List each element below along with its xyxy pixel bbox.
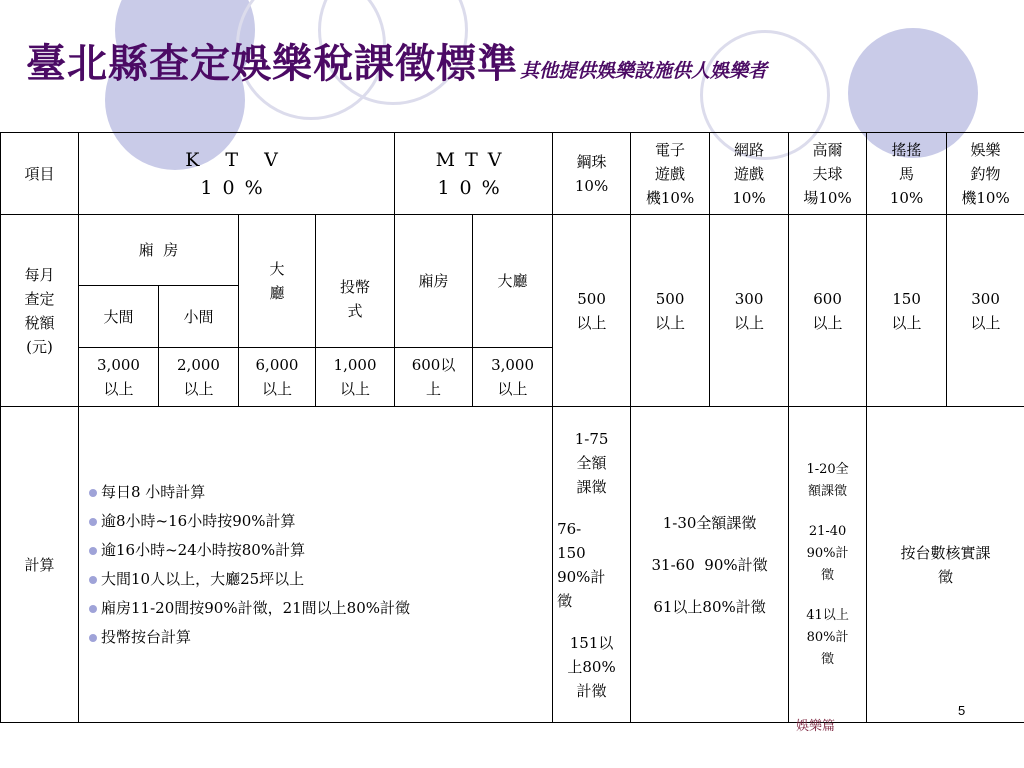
cell-line: 以上 xyxy=(970,313,1001,332)
rules-list xyxy=(85,478,546,652)
monthly-label xyxy=(1,215,79,407)
steel-ball-monthly xyxy=(553,215,631,407)
cell-line: 廳 xyxy=(269,284,285,302)
cell-line: 網路 xyxy=(734,140,765,159)
cell-line: 90%計 xyxy=(557,567,606,586)
header-rocking-horse xyxy=(867,133,947,215)
golf-calc xyxy=(789,407,867,723)
internet-monthly xyxy=(710,215,789,407)
cell-line: 1-30全額課徵 xyxy=(662,513,757,532)
page-number: 5 xyxy=(958,703,966,718)
ktv-rate: 10% xyxy=(200,176,273,199)
cell-line: 以上 xyxy=(576,313,607,332)
ktv-coin-value xyxy=(316,348,395,407)
cell-line: 機10% xyxy=(961,188,1010,207)
header-electronic xyxy=(631,133,710,215)
cell-line: 61以上80%計徵 xyxy=(653,597,766,616)
electronic-internet-calc xyxy=(631,407,789,723)
ktv-room-header: 廂 房 xyxy=(79,215,239,286)
cell-line: 娛樂 xyxy=(970,140,1001,159)
cell-line: 3,000 xyxy=(97,356,140,374)
table-header-row xyxy=(1,133,1024,215)
ktv-large-value xyxy=(79,348,159,407)
cell-line: 600以 xyxy=(411,356,456,374)
ktv-name: K T V xyxy=(185,148,288,171)
cell-line: 300 xyxy=(734,289,764,308)
cell-line: 釣物 xyxy=(970,164,1001,183)
cell-line: 遊戲 xyxy=(734,164,765,183)
cell-line: 鋼珠 xyxy=(576,152,607,171)
cell-line: 夫球 xyxy=(812,164,843,183)
rule-text: 投幣按台計算 xyxy=(101,627,192,646)
cell-line: 上80% xyxy=(567,657,616,676)
cell-line: 21-40 xyxy=(808,523,847,539)
rocking-claw-calc xyxy=(867,407,1024,723)
mtv-hall-header: 大廳 xyxy=(473,215,553,348)
mtv-room-header: 廂房 xyxy=(395,215,473,348)
cell-line: 投幣 xyxy=(340,278,371,296)
bullet-icon xyxy=(89,547,97,555)
header-steel-ball xyxy=(553,133,631,215)
cell-line: 高爾 xyxy=(812,140,843,159)
cell-line: 額課徵 xyxy=(808,483,848,499)
bullet-icon xyxy=(89,634,97,642)
header-internet xyxy=(710,133,789,215)
cell-line: 10% xyxy=(732,188,766,207)
small-room-header: 小間 xyxy=(159,286,239,348)
header-item: 項目 xyxy=(1,133,79,215)
cell-line: 全額 xyxy=(576,453,607,472)
cell-line: 41以上 xyxy=(806,607,849,623)
cell-line: 計徵 xyxy=(576,681,607,700)
mtv-room-value xyxy=(395,348,473,407)
cell-line: 31-60 90%計徵 xyxy=(651,555,768,574)
cell-line: 1,000 xyxy=(333,356,377,374)
list-item xyxy=(89,536,546,565)
cell-line: 每月 xyxy=(24,265,55,284)
cell-line: 6,000 xyxy=(255,356,299,374)
cell-line: 以上 xyxy=(812,313,843,332)
cell-line: 300 xyxy=(971,289,1000,308)
cell-line: 遊戲 xyxy=(655,164,686,183)
cell-line: 150 xyxy=(557,543,586,562)
cell-line: 2,000 xyxy=(177,356,220,374)
ktv-mtv-rules xyxy=(79,407,553,723)
rule-text: 大間10人以上，大廳25坪以上 xyxy=(101,569,305,588)
list-item xyxy=(89,594,546,623)
mtv-hall-value xyxy=(473,348,553,407)
cell-line: 馬 xyxy=(899,164,915,183)
cell-line: 1-75 xyxy=(574,429,609,448)
rocking-horse-monthly xyxy=(867,215,947,407)
cell-line: 90%計 xyxy=(806,545,849,561)
rule-text: 逾16小時~24小時按80%計算 xyxy=(101,540,306,559)
steel-tier2 xyxy=(557,517,626,613)
rule-text: 廂房11-20間按90%計徵，21間以上80%計徵 xyxy=(101,598,411,617)
cell-line: 500 xyxy=(577,289,606,308)
cell-line: 稅額 xyxy=(24,313,55,332)
cell-line: 150 xyxy=(892,289,921,308)
bullet-icon xyxy=(89,605,97,613)
steel-tier3 xyxy=(557,631,626,703)
cell-line: 80%計 xyxy=(806,629,849,645)
cell-line: 76- xyxy=(557,519,582,538)
cell-line: 以上 xyxy=(183,380,214,398)
list-item xyxy=(89,565,546,594)
ktv-hall-value xyxy=(239,348,316,407)
ktv-coin-header xyxy=(316,215,395,348)
list-item xyxy=(89,507,546,536)
large-room-header: 大間 xyxy=(79,286,159,348)
cell-line: 場10% xyxy=(803,188,852,207)
mtv-rate: 10% xyxy=(437,176,510,199)
cell-line: (元) xyxy=(26,337,53,356)
cell-line: 151以 xyxy=(569,633,614,652)
golf-monthly xyxy=(789,215,867,407)
cell-line: 搖搖 xyxy=(891,140,922,159)
calc-row xyxy=(1,407,1024,723)
cell-line: 以上 xyxy=(734,313,765,332)
ktv-small-value xyxy=(159,348,239,407)
mtv-name: MTV xyxy=(435,148,512,171)
cell-line: 上 xyxy=(426,380,442,398)
list-item xyxy=(89,478,546,507)
cell-line: 徵 xyxy=(821,651,835,667)
cell-line: 徵 xyxy=(938,567,954,586)
steel-ball-calc xyxy=(553,407,631,723)
bullet-icon xyxy=(89,489,97,497)
list-item xyxy=(89,623,546,652)
cell-line: 10% xyxy=(889,188,924,207)
cell-line: 500 xyxy=(655,289,685,308)
header-mtv xyxy=(395,133,553,215)
cell-line: 1-20全 xyxy=(806,461,849,477)
claw-machine-monthly xyxy=(947,215,1024,407)
cell-line: 3,000 xyxy=(491,356,535,374)
cell-line: 電子 xyxy=(655,140,686,159)
cell-line: 大 xyxy=(269,260,285,278)
electronic-monthly xyxy=(631,215,710,407)
ktv-hall-header xyxy=(239,215,316,348)
title-subtitle: 其他提供娛樂設施供人娛樂者 xyxy=(520,60,768,82)
cell-line: 以上 xyxy=(340,380,371,398)
slide-title xyxy=(26,32,767,89)
bullet-icon xyxy=(89,518,97,526)
tax-standard-table xyxy=(0,132,1024,723)
cell-line: 以上 xyxy=(497,380,528,398)
bullet-icon xyxy=(89,576,97,584)
cell-line: 機10% xyxy=(645,188,695,207)
calc-label: 計算 xyxy=(1,407,79,723)
steel-tier1 xyxy=(557,427,626,499)
monthly-row xyxy=(1,215,1024,286)
cell-line: 以上 xyxy=(103,380,134,398)
cell-line: 課徵 xyxy=(576,477,607,496)
title-main: 臺北縣查定娛樂稅課徵標準 xyxy=(26,40,518,87)
cell-line: 以上 xyxy=(261,380,292,398)
cell-line: 徵 xyxy=(557,591,573,610)
cell-line: 以上 xyxy=(891,313,922,332)
cell-line: 式 xyxy=(347,302,363,320)
rule-text: 每日8 小時計算 xyxy=(101,482,206,501)
header-golf xyxy=(789,133,867,215)
header-claw-machine xyxy=(947,133,1024,215)
footer-label: 娛樂篇 xyxy=(796,719,836,734)
header-ktv xyxy=(79,133,395,215)
cell-line: 按台數核實課 xyxy=(900,543,991,562)
cell-line: 600 xyxy=(813,289,842,308)
rule-text: 逾8小時~16小時按90%計算 xyxy=(101,511,296,530)
cell-line: 查定 xyxy=(24,289,55,308)
cell-line: 徵 xyxy=(821,567,835,583)
cell-line: 10% xyxy=(574,176,609,195)
cell-line: 以上 xyxy=(655,313,686,332)
